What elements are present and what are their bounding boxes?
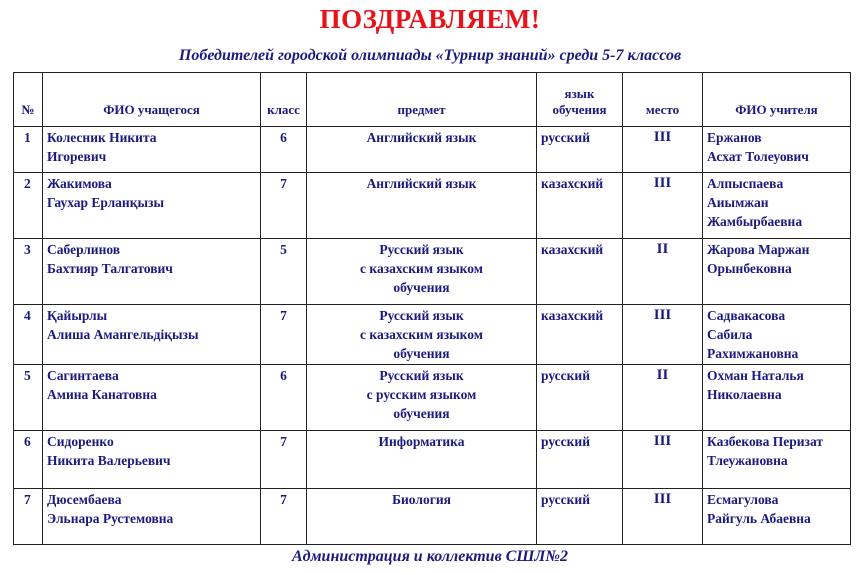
cell-language: казахский	[537, 173, 623, 239]
cell-student-line: Сидоренко	[47, 434, 114, 449]
cell-place: II	[623, 239, 703, 305]
cell-teacher-line: Райгуль Абаевна	[707, 511, 811, 526]
cell-num: 1	[14, 127, 43, 173]
table-row	[14, 431, 851, 489]
footer-signature: Администрация и коллектив СШЛ№2	[291, 548, 569, 565]
cell-grade: 5	[261, 239, 307, 305]
cell-student-line: Қайырлы	[47, 308, 108, 323]
cell-num: 7	[14, 489, 43, 545]
cell-grade: 7	[261, 431, 307, 489]
cell-subject-line: с казахским языком	[360, 261, 483, 276]
cell-place: III	[623, 431, 703, 489]
cell-subject-line: Английский язык	[366, 130, 477, 145]
cell-subject-line: Информатика	[378, 434, 465, 449]
cell-subject	[307, 305, 537, 365]
cell-teacher	[703, 365, 851, 431]
cell-student	[43, 239, 261, 305]
header-language-line2: обучения	[552, 102, 607, 117]
cell-subject-line: Биология	[392, 492, 451, 507]
cell-teacher-line: Сабила	[707, 327, 753, 342]
table-row	[14, 365, 851, 431]
table-body	[14, 127, 851, 545]
table-row	[14, 173, 851, 239]
cell-teacher-line: Жамбырбаевна	[707, 214, 803, 229]
table-row	[14, 489, 851, 545]
cell-teacher-line: Ержанов	[707, 130, 762, 145]
cell-grade: 6	[261, 127, 307, 173]
cell-subject	[307, 173, 537, 239]
cell-subject-line: обучения	[393, 406, 450, 421]
cell-num: 4	[14, 305, 43, 365]
cell-student	[43, 173, 261, 239]
cell-student-line: Саберлинов	[47, 242, 121, 257]
table-row	[14, 127, 851, 173]
table-row	[14, 239, 851, 305]
cell-student-line: Гаухар Ерланқызы	[47, 195, 164, 210]
header-subject: предмет	[307, 73, 537, 127]
cell-teacher-line: Орынбековна	[707, 261, 792, 276]
cell-student	[43, 305, 261, 365]
cell-num: 2	[14, 173, 43, 239]
cell-teacher-line: Казбекова Перизат	[707, 434, 824, 449]
cell-student-line: Сагинтаева	[47, 368, 119, 383]
cell-subject	[307, 239, 537, 305]
cell-subject-line: Русский язык	[379, 368, 464, 383]
cell-subject-line: с русским языком	[366, 387, 477, 402]
cell-teacher-line: Асхат Толеуович	[707, 149, 809, 164]
cell-subject-line: Русский язык	[379, 308, 464, 323]
cell-teacher	[703, 431, 851, 489]
page-title: ПОЗДРАВЛЯЕМ!	[319, 4, 541, 34]
winners-table	[13, 72, 851, 545]
cell-place: III	[623, 127, 703, 173]
cell-num: 5	[14, 365, 43, 431]
cell-grade: 6	[261, 365, 307, 431]
page-subtitle: Победителей городской олимпиады «Турнир знаний» среди 5-7 классов	[178, 47, 682, 64]
cell-place: II	[623, 365, 703, 431]
cell-student-line: Бахтияр Талгатович	[47, 261, 173, 276]
cell-student-line: Дюсембаева	[47, 492, 122, 507]
cell-place: III	[623, 173, 703, 239]
cell-teacher-line: Рахимжановна	[707, 346, 799, 361]
cell-teacher-line: Есмагулова	[707, 492, 779, 507]
cell-grade: 7	[261, 305, 307, 365]
cell-student	[43, 365, 261, 431]
cell-teacher	[703, 239, 851, 305]
cell-subject	[307, 127, 537, 173]
cell-subject	[307, 489, 537, 545]
cell-student-line: Игоревич	[47, 149, 107, 164]
cell-teacher-line: Жарова Маржан	[707, 242, 810, 257]
header-teacher: ФИО учителя	[703, 73, 851, 127]
cell-teacher	[703, 127, 851, 173]
cell-teacher-line: Садвакасова	[707, 308, 786, 323]
cell-teacher-line: Николаевна	[707, 387, 782, 402]
cell-student-line: Алиша Амангельдіқызы	[47, 327, 199, 342]
cell-place: III	[623, 489, 703, 545]
cell-language: русский	[537, 489, 623, 545]
cell-teacher-line: Аиымжан	[707, 195, 769, 210]
header-language-line1: язык	[564, 86, 595, 101]
cell-teacher	[703, 305, 851, 365]
header-grade: класс	[261, 73, 307, 127]
cell-place: III	[623, 305, 703, 365]
header-num: №	[14, 73, 43, 127]
cell-num: 3	[14, 239, 43, 305]
cell-student	[43, 489, 261, 545]
cell-subject-line: обучения	[393, 346, 450, 361]
cell-language: русский	[537, 127, 623, 173]
cell-teacher-line: Охман Наталья	[707, 368, 804, 383]
header-student: ФИО учащегося	[43, 73, 261, 127]
header-place: место	[623, 73, 703, 127]
cell-subject	[307, 431, 537, 489]
cell-language: казахский	[537, 305, 623, 365]
cell-student-line: Амина Канатовна	[47, 387, 157, 402]
cell-grade: 7	[261, 489, 307, 545]
header-language	[537, 73, 623, 127]
cell-num: 6	[14, 431, 43, 489]
cell-student	[43, 127, 261, 173]
cell-subject-line: Русский язык	[379, 242, 464, 257]
cell-student-line: Жакимова	[47, 176, 112, 191]
cell-student-line: Эльнара Рустемовна	[47, 511, 174, 526]
cell-teacher	[703, 173, 851, 239]
cell-student-line: Колесник Никита	[47, 130, 157, 145]
cell-teacher-line: Тлеужановна	[707, 453, 788, 468]
cell-subject-line: Английский язык	[366, 176, 477, 191]
cell-student-line: Никита Валерьевич	[47, 453, 171, 468]
cell-grade: 7	[261, 173, 307, 239]
cell-student	[43, 431, 261, 489]
cell-subject-line: обучения	[393, 280, 450, 295]
cell-language: казахский	[537, 239, 623, 305]
cell-teacher-line: Алпыспаева	[707, 176, 784, 191]
table-row	[14, 305, 851, 365]
cell-subject	[307, 365, 537, 431]
cell-language: русский	[537, 431, 623, 489]
cell-subject-line: с казахским языком	[360, 327, 483, 342]
table-header-row	[14, 73, 851, 127]
cell-language: русский	[537, 365, 623, 431]
cell-teacher	[703, 489, 851, 545]
